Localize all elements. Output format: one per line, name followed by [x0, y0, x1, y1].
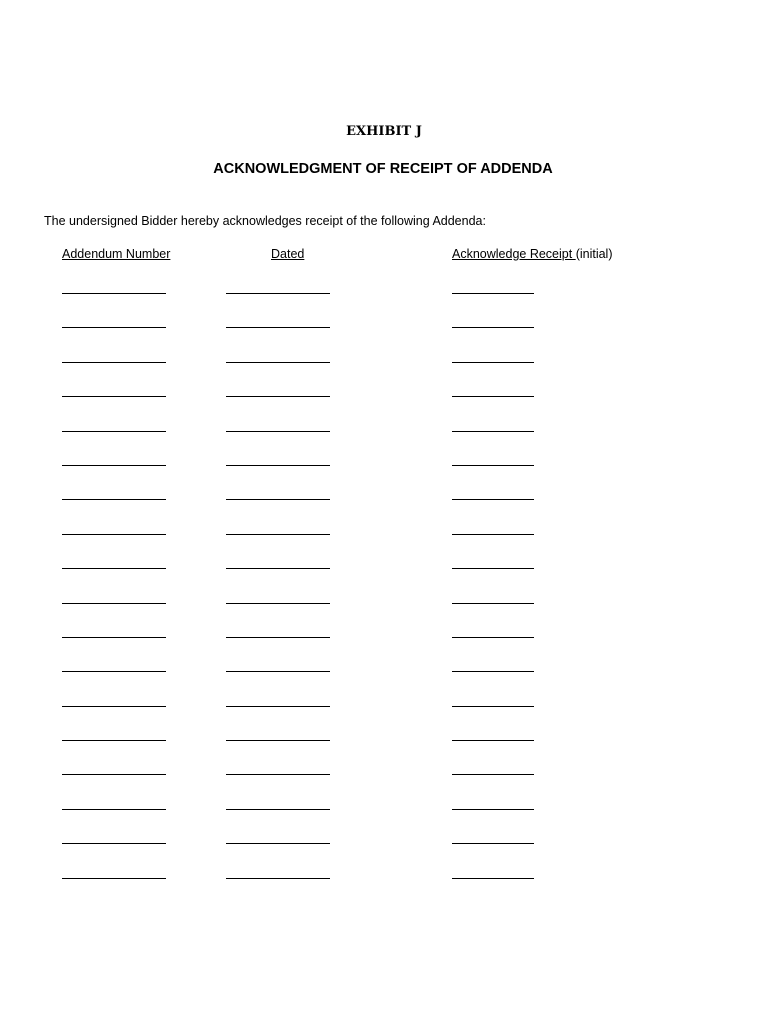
column-header-acknowledge-receipt [452, 247, 613, 261]
dated-blank[interactable] [226, 534, 330, 535]
initial-blank[interactable] [452, 362, 534, 363]
table-row [0, 488, 768, 522]
table-row [0, 282, 768, 316]
initial-blank[interactable] [452, 465, 534, 466]
dated-blank[interactable] [226, 465, 330, 466]
addendum-number-blank[interactable] [62, 327, 166, 328]
table-row [0, 832, 768, 866]
initial-blank[interactable] [452, 740, 534, 741]
addendum-number-blank[interactable] [62, 774, 166, 775]
intro-text: The undersigned Bidder hereby acknowledges receipt of the following Addenda: [44, 214, 486, 228]
dated-blank[interactable] [226, 568, 330, 569]
dated-blank[interactable] [226, 774, 330, 775]
acknowledge-receipt-label: Acknowledge Receipt [452, 247, 576, 261]
addendum-number-blank[interactable] [62, 809, 166, 810]
initial-blank[interactable] [452, 396, 534, 397]
dated-blank[interactable] [226, 603, 330, 604]
addendum-number-blank[interactable] [62, 293, 166, 294]
dated-blank[interactable] [226, 671, 330, 672]
table-row [0, 798, 768, 832]
addendum-number-blank[interactable] [62, 878, 166, 879]
initial-blank[interactable] [452, 499, 534, 500]
initial-blank[interactable] [452, 534, 534, 535]
addendum-number-blank[interactable] [62, 740, 166, 741]
dated-blank[interactable] [226, 740, 330, 741]
dated-blank[interactable] [226, 396, 330, 397]
initial-blank[interactable] [452, 878, 534, 879]
table-row [0, 763, 768, 797]
addendum-number-blank[interactable] [62, 671, 166, 672]
table-row [0, 867, 768, 901]
column-header-dated: Dated [271, 247, 305, 261]
initial-label: (initial) [575, 247, 613, 261]
addendum-number-blank[interactable] [62, 534, 166, 535]
addendum-number-blank[interactable] [62, 499, 166, 500]
table-row [0, 592, 768, 626]
table-row [0, 729, 768, 763]
initial-blank[interactable] [452, 327, 534, 328]
addendum-number-blank[interactable] [62, 431, 166, 432]
initial-blank[interactable] [452, 293, 534, 294]
dated-blank[interactable] [226, 362, 330, 363]
table-row [0, 454, 768, 488]
addendum-number-blank[interactable] [62, 465, 166, 466]
dated-blank[interactable] [226, 843, 330, 844]
dated-blank[interactable] [226, 809, 330, 810]
column-header-addendum-number: Addendum Number [62, 247, 171, 261]
table-row [0, 420, 768, 454]
dated-blank[interactable] [226, 431, 330, 432]
table-row [0, 523, 768, 557]
addendum-number-blank[interactable] [62, 362, 166, 363]
addendum-number-blank[interactable] [62, 637, 166, 638]
initial-blank[interactable] [452, 603, 534, 604]
initial-blank[interactable] [452, 637, 534, 638]
dated-blank[interactable] [226, 327, 330, 328]
addendum-number-blank[interactable] [62, 843, 166, 844]
dated-blank[interactable] [226, 499, 330, 500]
initial-blank[interactable] [452, 774, 534, 775]
dated-blank[interactable] [226, 706, 330, 707]
addendum-number-blank[interactable] [62, 568, 166, 569]
addendum-number-blank[interactable] [62, 706, 166, 707]
addendum-number-blank[interactable] [62, 396, 166, 397]
table-row [0, 385, 768, 419]
dated-blank[interactable] [226, 637, 330, 638]
table-row [0, 695, 768, 729]
addendum-number-blank[interactable] [62, 603, 166, 604]
table-row [0, 660, 768, 694]
dated-blank[interactable] [226, 293, 330, 294]
initial-blank[interactable] [452, 843, 534, 844]
initial-blank[interactable] [452, 568, 534, 569]
addenda-rows [0, 282, 768, 901]
initial-blank[interactable] [452, 671, 534, 672]
exhibit-label: EXHIBIT J [346, 124, 422, 139]
table-row [0, 626, 768, 660]
initial-blank[interactable] [452, 706, 534, 707]
initial-blank[interactable] [452, 431, 534, 432]
dated-blank[interactable] [226, 878, 330, 879]
initial-blank[interactable] [452, 809, 534, 810]
table-row [0, 557, 768, 591]
table-row [0, 316, 768, 350]
table-row [0, 351, 768, 385]
page-title: ACKNOWLEDGMENT OF RECEIPT OF ADDENDA [213, 161, 553, 177]
